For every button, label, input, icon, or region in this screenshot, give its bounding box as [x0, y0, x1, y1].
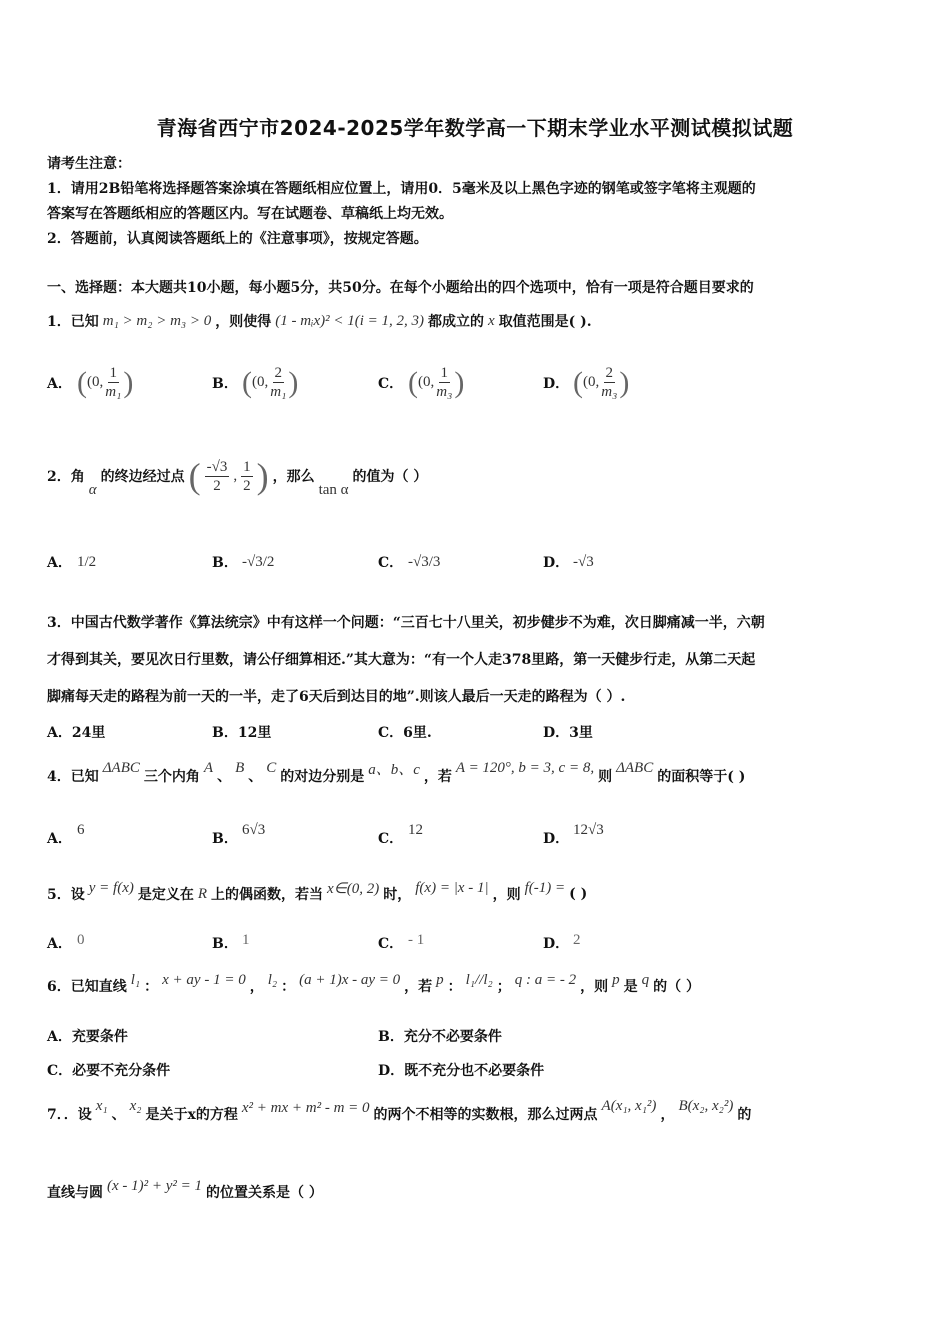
q1-option-b: B． ( (0, $\frac{2}{\text{m₁}}$ )	[212, 365, 299, 400]
section-heading: 一、选择题：本大题共10小题，每小题5分，共50分。在每个小题给出的四个选项中，恰有一项是符合题目要求的	[47, 280, 754, 296]
q1-condition: m₁ > m₂ > m₃ > 0	[102, 312, 212, 329]
q2-option-d: D． -√3	[543, 553, 594, 571]
q2-option-c: C． -√3/3	[378, 553, 441, 571]
page-title: 青海省西宁市2024-2025学年数学高一下期末学业水平测试模拟试题	[156, 116, 794, 140]
q2-suffix: 的值为（ ）	[352, 469, 428, 485]
q2-mid: 的终边经过点	[100, 469, 185, 485]
q5-option-b: B． 1	[212, 931, 250, 952]
q6-option-c: C．必要不充分条件	[47, 1063, 171, 1079]
q6-option-d: D．既不充分也不必要条件	[378, 1063, 545, 1079]
q4-option-c: C． 12	[378, 821, 423, 847]
q1-var: x	[488, 312, 495, 329]
q7-line-2: 直线与圆 (x - 1)² + y² = 1 的位置关系是（ ）	[47, 1177, 323, 1201]
q4-condition: A = 120°, b = 3, c = 8,	[455, 759, 595, 776]
q4-option-b: B． 6√3	[212, 821, 266, 847]
notice-line-2: 2．答题前，认真阅读答题纸上的《注意事项》，按规定答题。	[47, 231, 428, 247]
q7-equation: x² + mx + m² - m = 0	[241, 1099, 370, 1116]
q2-tan: tan α	[318, 481, 349, 498]
q1-prefix: 1．已知	[47, 314, 99, 330]
q3-line-2: 才得到其关，要见次日行里数，请公仔细算相还.”其大意为：“有一个人走378里路，第一天健步行走，从第二天起	[47, 652, 756, 668]
q2-alpha: α	[88, 481, 97, 498]
q3-option-c: C．6里.	[378, 725, 432, 741]
notice-line-1a: 1．请用2B铅笔将选择题答案涂填在答题纸相应位置上，请用0．5毫米及以上黑色字迹的钢笔或签字笔将主观题的	[47, 181, 756, 197]
q5-function: y = f(x)	[88, 879, 134, 896]
q3-option-d: D．3里	[543, 725, 593, 741]
q3-option-b: B．12里	[212, 725, 272, 741]
notice-line-1b: 答案写在答题纸相应的答题区内。写在试题卷、草稿纸上均无效。	[47, 206, 453, 222]
question-7: 7．．设 x₁ 、 x₂ 是关于x的方程 x² + mx + m² - m = 0 的两个不相等的实数根，那么过两点 A(x₁, x₁²) ， B(x₂, x₂²) 的	[47, 1097, 752, 1123]
q7-circle: (x - 1)² + y² = 1	[107, 1177, 203, 1194]
q5-option-d: D． 2	[543, 931, 581, 952]
q6-option-a: A．充要条件	[47, 1029, 128, 1045]
q3-line-3: 脚痛每天走的路程为前一天的一半，走了6天后到达目的地”.则该人最后一天走的路程为（ ）.	[47, 689, 626, 705]
q1-mid: ，则使得	[215, 314, 272, 330]
q5-option-a: A． 0	[47, 931, 85, 952]
q2-prefix: 2．角	[47, 469, 85, 485]
question-5: 5．设 y = f(x) 是定义在 R 上的偶函数，若当 x∈(0, 2) 时， f(x) = |x - 1| ，则 f(-1) = ( )	[47, 879, 588, 903]
q6-line-1-eq: x + ay - 1 = 0	[162, 971, 246, 988]
question-6: 6．已知直线 l₁ ： x + ay - 1 = 0 ， l₂ ： (a + 1)x - ay = 0 ，若 p ： l₁//l₂ ； q : a = - 2 ，则 p 是 q 的（ ）	[47, 971, 700, 995]
q1-option-d: D． ( (0, $\frac{2}{\text{m₃}}$ )	[543, 365, 630, 400]
q2-mid2: ，那么	[272, 469, 315, 485]
q4-option-a: A． 6	[47, 821, 85, 847]
q2-option-b: B． -√3/2	[212, 553, 275, 571]
q1-inequality: (1 - mᵢx)² < 1(i = 1, 2, 3)	[275, 312, 425, 329]
q1-suffix: 都成立的	[428, 314, 485, 330]
question-2: 2．角 α 的终边经过点 ( $\frac{-√3}{2}$ , $\frac{1}{2}$ ) ，那么 tan α 的值为（ ）	[47, 456, 428, 498]
notice-heading: 请考生注意：	[47, 156, 131, 172]
question-1	[47, 306, 592, 336]
q1-suffix2: 取值范围是( ).	[498, 314, 592, 330]
q2-option-a: A． 1/2	[47, 553, 97, 571]
q1-option-c: C． ( (0, $\frac{1}{\text{m₃}}$ )	[378, 365, 465, 400]
q6-line-2-eq: (a + 1)x - ay = 0	[299, 971, 401, 988]
q5-option-c: C． - 1	[378, 931, 425, 952]
q3-option-a: A．24里	[47, 725, 106, 741]
q2-point-a: -√3	[206, 458, 228, 475]
q6-option-b: B．充分不必要条件	[378, 1029, 502, 1045]
q4-triangle: ΔABC	[102, 759, 140, 776]
q3-line-1: 3．中国古代数学著作《算法统宗》中有这样一个问题：“三百七十八里关，初步健步不为难，次日脚痛减一半，六朝	[47, 615, 765, 631]
q4-option-d: D． 12√3	[543, 821, 604, 847]
question-4: 4．已知 ΔABC 三个内角 A 、 B 、 C 的对边分别是 a、b、c ，若 A = 120°, b = 3, c = 8, 则 ΔABC 的面积等于( )	[47, 759, 746, 785]
q2-point-b: 1	[243, 458, 251, 475]
q1-option-a: A． ( (0, $\frac{1}{\text{m₁}}$ )	[47, 365, 134, 400]
